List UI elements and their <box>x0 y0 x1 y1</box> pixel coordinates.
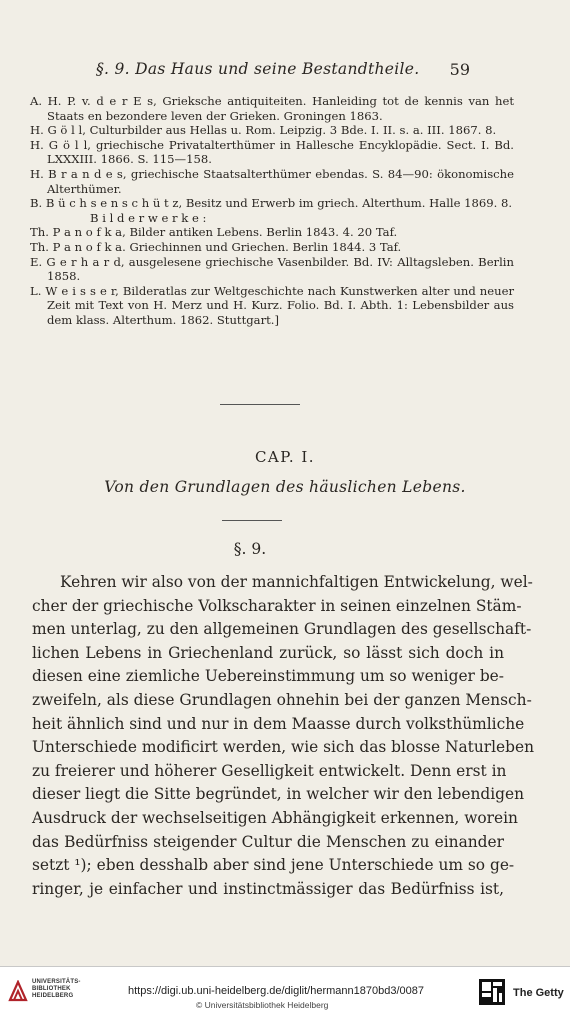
bib-entry: Th. P a n o f k a. Griechinnen und Griechen. Berlin 1844. 3 Taf. <box>30 239 402 254</box>
section-number: §. 9. <box>233 540 267 558</box>
library-name <box>32 979 81 1000</box>
bib-entry: H. G ö l l, griechische Privatalterthümer in Hallesche Encyklopädie. Sect. I. Bd. LXXXIII. 1866. S. 115—158. <box>30 137 514 167</box>
running-head <box>0 60 570 84</box>
body-line: diesen eine ziemliche Uebereinstimmung um so weniger be- <box>32 667 504 686</box>
body-line: heit ähnlich sind und nur in dem Maasse durch volksthümliche <box>32 714 525 733</box>
bib-entry: B. B ü c h s e n s c h ü t z, Besitz und Erwerb im griech. Alterthum. Halle 1869. 8. <box>30 196 513 211</box>
source-url-link[interactable]: https://digi.ub.uni-heidelberg.de/diglit/hermann1870bd3/0087 <box>128 985 424 997</box>
bibliography <box>30 94 514 328</box>
viewer-footer <box>0 966 570 1017</box>
body-line: setzt ¹); eben desshalb aber sind jene Unterschiede um so ge- <box>32 856 515 875</box>
bib-entry: E. G e r h a r d, ausgelesene griechische Vasenbilder. Bd. IV: Alltagsleben. Berlin 1858. <box>30 254 514 284</box>
divider-rule <box>220 404 300 405</box>
body-paragraph <box>32 571 535 901</box>
body-line: das Bedürfniss steigender Cultur die Menschen zu einander <box>32 832 504 851</box>
chapter-subtitle: Von den Grundlagen des häuslichen Lebens. <box>104 478 466 496</box>
body-line: lichen Lebens in Griechenland zurück, so lässt sich doch in <box>32 643 504 662</box>
bib-entry: L. W e i s s e r, Bilderatlas zur Weltgeschichte nach Kunstwerken alter und neuer Zeit mit Text von H. Merz und H. Kurz. Folio. Bd. I. Abth. 1: Lebensbilder aus dem klass. Alterthum. 1862. Stuttgart.] <box>30 283 514 327</box>
bib-entry: H. G ö l l, Culturbilder aus Hellas u. Rom. Leipzig. 3 Bde. I. II. s. a. III. 1867. 8. <box>30 123 497 138</box>
copyright-notice: © Universitätsbibliothek Heidelberg <box>196 1000 329 1010</box>
body-line: Unterschiede modificirt werden, wie sich das blosse Naturleben <box>32 738 535 757</box>
body-line: ringer, je einfacher und instinctmässiger das Bedürfniss ist, <box>32 879 504 898</box>
body-line: cher der griechische Volkscharakter in seinen einzelnen Stäm- <box>32 596 522 615</box>
body-line: Ausdruck der wechselseitigen Abhängigkeit erkennen, worein <box>32 808 518 827</box>
library-name-line: BIBLIOTHEK <box>32 986 71 992</box>
body-line: men unterlag, zu den allgemeinen Grundlagen des gesellschaft- <box>32 620 532 639</box>
body-line: zu freierer und höherer Geselligkeit entwickelt. Denn erst in <box>32 761 507 780</box>
bib-entry: A. H. P. v. d e r E s, Grieksche antiquiteiten. Hanleiding tot de kennis van het Staats en bezondere leven der Grieken. Groningen 1863. <box>30 94 514 123</box>
body-line: zweifeln, als diese Grundlagen ohnehin bei der ganzen Mensch- <box>32 690 532 709</box>
library-logo-icon <box>8 980 28 1002</box>
getty-logo-icon <box>479 979 505 1005</box>
library-name-line: UNIVERSITÄTS- <box>32 979 81 985</box>
getty-label: The Getty <box>513 987 564 999</box>
body-line: Kehren wir also von der mannichfaltigen Entwickelung, wel- <box>60 573 533 591</box>
running-head-title: §. 9. Das Haus und seine Bestandtheile. <box>96 60 420 78</box>
bib-subheading: B i l d e r w e r k e : <box>90 210 207 225</box>
bib-entry: H. B r a n d e s, griechische Staatsalterthümer ebendas. S. 84—90: ökonomische Alterthümer. <box>30 166 514 196</box>
library-name-line: HEIDELBERG <box>32 993 74 999</box>
page-number: 59 <box>449 60 470 79</box>
chapter-heading: CAP. I. <box>254 448 316 466</box>
body-line: dieser liegt die Sitte begründet, in welcher wir den lebendigen <box>32 785 525 804</box>
bib-entry: Th. P a n o f k a, Bilder antiken Lebens. Berlin 1843. 4. 20 Taf. <box>30 225 398 240</box>
divider-rule <box>222 520 282 521</box>
